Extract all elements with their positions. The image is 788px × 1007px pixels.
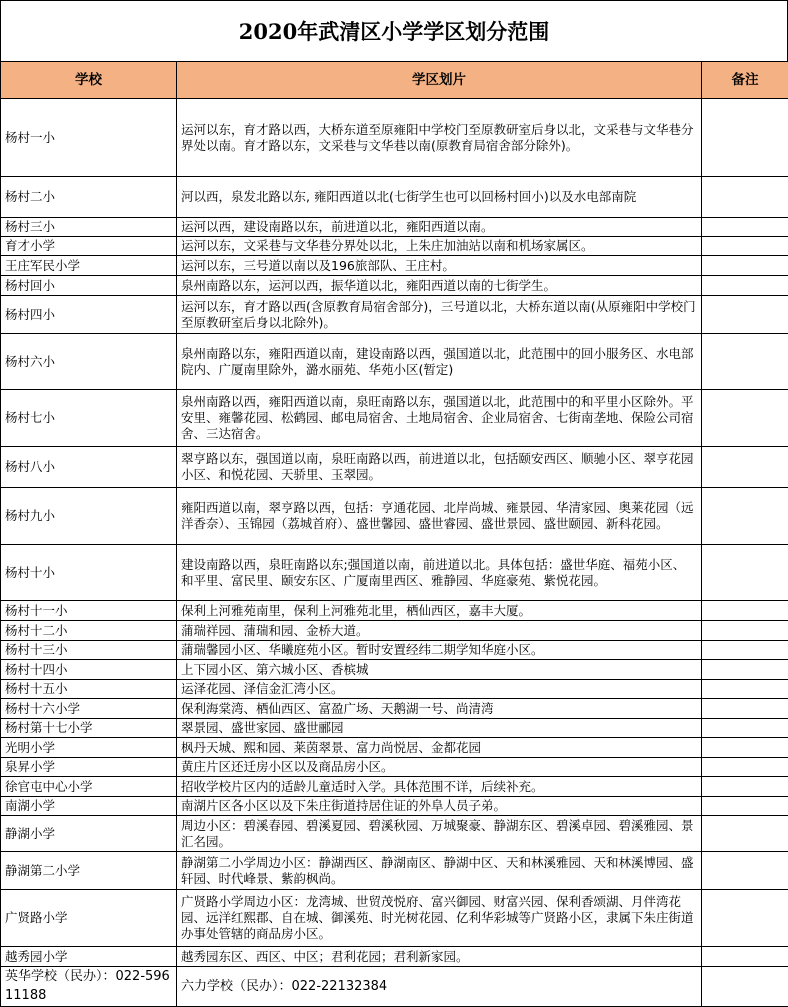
- district-cell: 泉州南路以东，雍阳西道以南，建设南路以西，强国道以北，此范围中的回小服务区、水电部院内、广厦南里除外，潞水丽苑、华苑小区(暂定): [177, 334, 702, 390]
- table-row: [1, 488, 788, 545]
- district-cell: 翠景园、盛世家园、盛世郦园: [177, 719, 702, 738]
- school-name-cell: 杨村十小: [1, 545, 177, 601]
- school-name-cell: 杨村四小: [1, 296, 177, 334]
- district-cell: 翠亨路以东，强国道以南，泉旺南路以西，前进道以北，包括颐安西区、顺驰小区、翠亨花园小区、和悦花园、天骄里、玉翠园。: [177, 447, 702, 488]
- school-name-cell: 静湖小学: [1, 816, 177, 852]
- district-cell: 泉州南路以东，运河以西，振华道以北，雍阳西道以南的七街学生。: [177, 276, 702, 296]
- remark-cell: [702, 256, 788, 276]
- remark-cell: [702, 276, 788, 296]
- remark-cell: [702, 545, 788, 601]
- remark-cell: [702, 334, 788, 390]
- table-row: [1, 947, 788, 967]
- school-name-cell: 杨村八小: [1, 447, 177, 488]
- remark-cell: [702, 390, 788, 447]
- remark-cell: [702, 852, 788, 890]
- remark-cell: [702, 621, 788, 641]
- school-name-cell: 杨村十四小: [1, 660, 177, 680]
- school-name-cell: 广贤路小学: [1, 890, 177, 947]
- district-cell: 周边小区：碧溪春园、碧溪夏园、碧溪秋园、万城聚豪、静湖东区、碧溪卓园、碧溪雅园、景汇名园。: [177, 816, 702, 852]
- remark-cell: [702, 488, 788, 545]
- district-cell: 保利上河雅苑南里，保利上河雅苑北里，栖仙西区，嘉丰大厦。: [177, 601, 702, 621]
- table-row: [1, 621, 788, 641]
- school-name-cell: 杨村六小: [1, 334, 177, 390]
- school-name-cell: 杨村十六小学: [1, 699, 177, 719]
- remark-cell: [702, 177, 788, 218]
- table-row: [1, 256, 788, 276]
- table-row: [1, 99, 788, 177]
- district-cell: 静湖第二小学周边小区：静湖西区、静湖南区、静湖中区、天和林溪雅园、天和林溪博园、盛轩园、时代峰景、紫韵枫尚。: [177, 852, 702, 890]
- remark-cell: [702, 218, 788, 237]
- school-name-cell: 杨村十二小: [1, 621, 177, 641]
- district-cell: 运河以东，育才路以西，大桥东道至原雍阳中学校门至原教研室后身以北，文采巷与文华巷分界处以南。育才路以东，文采巷与文华巷以南(原教育局宿舍部分除外)。: [177, 99, 702, 177]
- school-name-cell: 杨村第十七小学: [1, 719, 177, 738]
- remark-cell: [702, 738, 788, 758]
- district-cell: 泉州南路以西，雍阳西道以南，泉旺南路以东，强国道以北，此范围中的和平里小区除外。平安里、雍馨花园、松鹤园、邮电局宿舍、土地局宿舍、企业局宿舍、七街南垄地、保险公司宿舍、三达宿舍。: [177, 390, 702, 447]
- school-name-cell: 杨村二小: [1, 177, 177, 218]
- remark-cell: [702, 797, 788, 816]
- table-row: [1, 237, 788, 256]
- table-row: [1, 334, 788, 390]
- table-header-row: [1, 62, 788, 99]
- remark-cell: [702, 447, 788, 488]
- school-name-cell: 徐官屯中心小学: [1, 777, 177, 797]
- footer-right-contact: 六力学校（民办）：022-22132384: [177, 967, 702, 1007]
- remark-cell: [702, 816, 788, 852]
- footer-row: [1, 967, 788, 1007]
- district-cell: 雍阳西道以南，翠亨路以西，包括：亨通花园、北岸尚城、雍景园、华清家园、奥莱花园（远洋香奈）、玉锦园（荔城首府）、盛世馨园、盛世睿园、盛世景园、盛世颐园、新科花园。: [177, 488, 702, 545]
- district-cell: 河以西，泉发北路以东, 雍阳西道以北(七街学生也可以回杨村回小)以及水电部南院: [177, 177, 702, 218]
- school-name-cell: 王庄军民小学: [1, 256, 177, 276]
- school-name-cell: 光明小学: [1, 738, 177, 758]
- school-name-cell: 杨村一小: [1, 99, 177, 177]
- school-name-cell: 杨村九小: [1, 488, 177, 545]
- remark-cell: [702, 99, 788, 177]
- footer-remark-cell: [702, 967, 788, 1007]
- school-name-cell: 杨村十一小: [1, 601, 177, 621]
- school-name-cell: 泉昇小学: [1, 758, 177, 777]
- footer-left-contact: 英华学校（民办）：022-59611188: [1, 967, 177, 1007]
- remark-cell: [702, 296, 788, 334]
- header-school: 学校: [1, 62, 177, 99]
- table-row: [1, 276, 788, 296]
- district-cell: 运河以西，建设南路以东，前进道以北，雍阳西道以南。: [177, 218, 702, 237]
- district-cell: 保利海棠湾、栖仙西区、富盈广场、天鹅湖一号、尚清湾: [177, 699, 702, 719]
- table-row: [1, 218, 788, 237]
- district-cell: 广贤路小学周边小区：龙湾城、世贸茂悦府、富兴御园、财富兴园、保利香颂湖、月伴湾花园、远洋红熙郡、自在城、御溪苑、时光树花园、亿利华彩城等广贤路小区，隶属下朱庄街道办事处管辖的商品房小区。: [177, 890, 702, 947]
- remark-cell: [702, 947, 788, 967]
- page-title: 2020年武清区小学学区划分范围: [0, 0, 788, 61]
- table-row: [1, 852, 788, 890]
- table-row: [1, 797, 788, 816]
- table-row: [1, 641, 788, 660]
- district-cell: 黄庄片区还迁房小区以及商品房小区。: [177, 758, 702, 777]
- school-name-cell: 杨村十五小: [1, 680, 177, 699]
- district-cell: 运泽花园、泽信金汇湾小区。: [177, 680, 702, 699]
- district-cell: 南湖片区各小区以及下朱庄街道持居住证的外阜人员子弟。: [177, 797, 702, 816]
- header-remark: 备注: [702, 62, 788, 99]
- table-row: [1, 545, 788, 601]
- table-row: [1, 390, 788, 447]
- table-row: [1, 699, 788, 719]
- table-row: [1, 296, 788, 334]
- remark-cell: [702, 758, 788, 777]
- table-row: [1, 890, 788, 947]
- table-row: [1, 816, 788, 852]
- table-row: [1, 777, 788, 797]
- school-district-table: [0, 61, 788, 1007]
- district-cell: 蒲瑞祥园、蒲瑞和园、金桥大道。: [177, 621, 702, 641]
- table-row: [1, 447, 788, 488]
- remark-cell: [702, 601, 788, 621]
- table-row: [1, 177, 788, 218]
- school-name-cell: 杨村回小: [1, 276, 177, 296]
- school-name-cell: 杨村三小: [1, 218, 177, 237]
- school-name-cell: 南湖小学: [1, 797, 177, 816]
- school-name-cell: 静湖第二小学: [1, 852, 177, 890]
- remark-cell: [702, 660, 788, 680]
- school-name-cell: 杨村七小: [1, 390, 177, 447]
- table-body: [1, 99, 788, 967]
- header-district: 学区划片: [177, 62, 702, 99]
- district-cell: 越秀园东区、西区、中区；君利花园；君利新家园。: [177, 947, 702, 967]
- remark-cell: [702, 641, 788, 660]
- district-cell: 上下园小区、第六城小区、香槟城: [177, 660, 702, 680]
- table-row: [1, 719, 788, 738]
- district-cell: 运河以东，文采巷与文华巷分界处以北，上朱庄加油站以南和机场家属区。: [177, 237, 702, 256]
- remark-cell: [702, 719, 788, 738]
- table-row: [1, 660, 788, 680]
- school-name-cell: 育才小学: [1, 237, 177, 256]
- district-cell: 蒲瑞馨园小区、华曦庭苑小区。暂时安置经纬二期学知华庭小区。: [177, 641, 702, 660]
- remark-cell: [702, 680, 788, 699]
- remark-cell: [702, 777, 788, 797]
- table-row: [1, 738, 788, 758]
- district-cell: 招收学校片区内的适龄儿童适时入学。具体范围不详，后续补充。: [177, 777, 702, 797]
- district-cell: 建设南路以西，泉旺南路以东;强国道以南，前进道以北。具体包括：盛世华庭、福苑小区、和平里、富民里、颐安东区、广厦南里西区、雅静园、华庭豪苑、紫悦花园。: [177, 545, 702, 601]
- district-cell: 运河以东，育才路以西(含原教育局宿舍部分)，三号道以北，大桥东道以南(从原雍阳中学校门至原教研室后身以北除外)。: [177, 296, 702, 334]
- table-row: [1, 601, 788, 621]
- school-name-cell: 越秀园小学: [1, 947, 177, 967]
- remark-cell: [702, 237, 788, 256]
- table-row: [1, 758, 788, 777]
- remark-cell: [702, 890, 788, 947]
- table-row: [1, 680, 788, 699]
- district-cell: 枫丹天城、熙和园、莱茵翠景、富力尚悦居、金都花园: [177, 738, 702, 758]
- remark-cell: [702, 699, 788, 719]
- district-cell: 运河以东，三号道以南以及196旅部队、王庄村。: [177, 256, 702, 276]
- school-name-cell: 杨村十三小: [1, 641, 177, 660]
